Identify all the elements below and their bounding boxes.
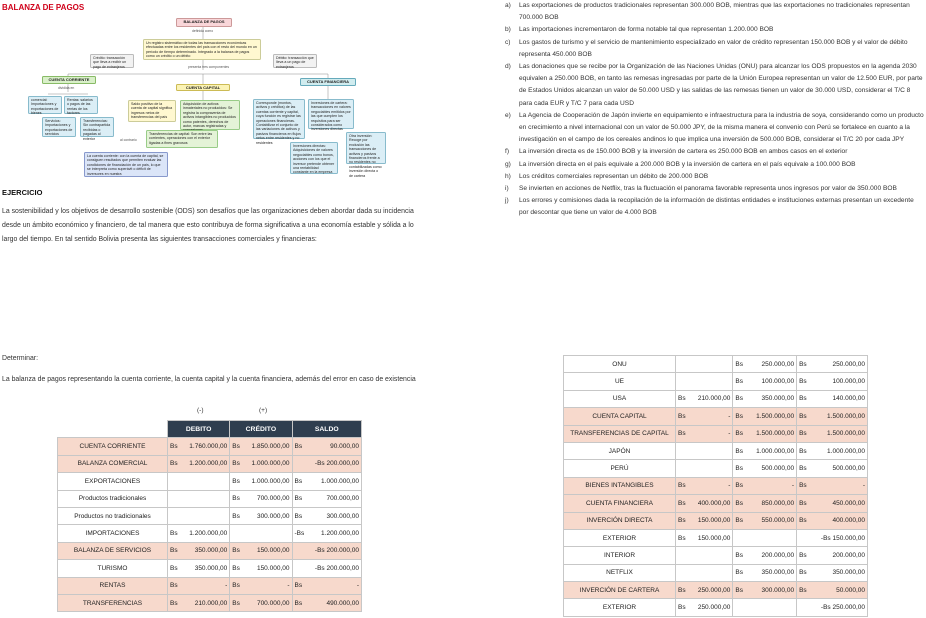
balance-currency: Bs [797, 582, 811, 599]
debit-currency [676, 356, 690, 373]
balance-currency: Bs [292, 490, 306, 507]
table-row [564, 477, 868, 494]
table-row [564, 408, 868, 425]
credit-value: 550.000,00 [747, 512, 797, 529]
table-row [58, 577, 362, 594]
balance-currency: Bs [797, 442, 811, 459]
row-name: TRANSFERENCIAS [58, 594, 168, 611]
balance-value: 700.000,00 [306, 490, 361, 507]
debit-currency: Bs [676, 408, 690, 425]
credit-currency: Bs [733, 390, 747, 407]
row-name: ONU [564, 356, 676, 373]
balance-value: - [811, 477, 868, 494]
row-name: TURISMO [58, 560, 168, 577]
map-comercial: comercial: Importaciones y exportaciones de bienes [28, 96, 62, 114]
row-name: TRANSFERENCIAS DE CAPITAL [564, 425, 676, 442]
debit-currency [676, 547, 690, 564]
balance-currency [292, 455, 306, 472]
table-row [564, 495, 868, 512]
row-name: BALANZA COMERCIAL [58, 455, 168, 472]
debit-value: 350.000,00 [182, 542, 230, 559]
debit-currency: Bs [168, 594, 182, 611]
credit-currency [733, 529, 747, 546]
table-row [564, 390, 868, 407]
row-name: BIENES INTANGIBLES [564, 477, 676, 494]
table-row [564, 582, 868, 599]
transaction-text: Las exportaciones de productos tradicionales representan 300.000 BOB, mientras que las exportaciones no tradicionales representan 700.000 BOB [519, 2, 910, 22]
row-name: EXPORTACIONES [58, 473, 168, 490]
debit-value [182, 490, 230, 507]
table-row [58, 525, 362, 542]
transaction-letter: a) [505, 2, 511, 9]
debit-value: 1.200.000,00 [182, 455, 230, 472]
page-title: BALANZA DE PAGOS [2, 3, 85, 12]
row-name: PERÚ [564, 460, 676, 477]
table-row [58, 473, 362, 490]
credit-value: 1.500.000,00 [747, 425, 797, 442]
row-name: Productos no tradicionales [58, 507, 168, 524]
balance-value: 90.000,00 [306, 438, 361, 455]
credit-currency [733, 599, 747, 616]
debit-currency: Bs [676, 529, 690, 546]
credit-currency: Bs [733, 442, 747, 459]
debit-value: - [690, 408, 733, 425]
transactions-list [505, 0, 925, 220]
table-row [58, 490, 362, 507]
row-name: NETFLIX [564, 564, 676, 581]
exercise-intro: La sostenibilidad y los objetivos de desarrollo sostenible (ODS) son desafíos que las organizaciones deben abordar dada su incidencia desde un ámbito económico y financiero, de tal manera que esto contribuya de forma significativa a una economía estable y sólida a lo largo del tiempo. En tal sentido Bolivia presenta las siguientes transacciones comerciales y financieras: [2, 208, 414, 243]
credit-currency [230, 525, 244, 542]
row-name: IMPORTACIONES [58, 525, 168, 542]
debit-value [182, 473, 230, 490]
credit-value: - [244, 577, 292, 594]
map-cap-a: Saldo positivo de la cuenta de capital significa ingresos netos de transferencias del país [128, 100, 176, 122]
balance-currency [292, 542, 306, 559]
credit-value: - [747, 477, 797, 494]
map-fin-a: Corresponde (montos, activos y créditos) de las cuentas corriente y capital, cuya función es registrar las operaciones financieras. Contabilizar el conjunto de las variaciones de activos y pasivos financieros en flujos netos entre residentes y no residentes [253, 99, 305, 139]
debit-currency [168, 490, 182, 507]
row-name: CUENTA CORRIENTE [58, 438, 168, 455]
credit-currency: Bs [230, 507, 244, 524]
credit-value: 250.000,00 [747, 356, 797, 373]
credit-currency: Bs [733, 425, 747, 442]
concept-map [28, 14, 388, 184]
balance-currency [292, 560, 306, 577]
credit-value: 1.000.000,00 [747, 442, 797, 459]
transaction-letter: j) [505, 197, 509, 205]
debit-value [690, 356, 733, 373]
balance-currency: Bs [797, 512, 811, 529]
map-label-definida: definida como [192, 29, 214, 33]
credit-value [747, 599, 797, 616]
debit-currency: Bs [168, 542, 182, 559]
balance-currency: Bs [797, 373, 811, 390]
header-saldo: SALDO [292, 421, 362, 438]
table-row [564, 547, 868, 564]
debit-currency [168, 507, 182, 524]
debit-value: 1.200.000,00 [182, 525, 230, 542]
row-name: Productos tradicionales [58, 490, 168, 507]
table-row [564, 512, 868, 529]
debit-currency [676, 442, 690, 459]
transaction-item [505, 110, 925, 147]
debit-currency: Bs [676, 425, 690, 442]
debit-value: 210.000,00 [690, 390, 733, 407]
credit-currency: Bs [733, 512, 747, 529]
header-debito: DEBITO [168, 421, 230, 438]
exercise-title: EJERCICIO [2, 188, 43, 197]
debit-value: 400.000,00 [690, 495, 733, 512]
map-cuenta-corriente: CUENTA CORRIENTE [42, 76, 96, 84]
credit-currency: Bs [230, 490, 244, 507]
transaction-text: Los gastos de turismo y el servicio de mantenimiento especializado en valor de crédito representan 150.000 BOB y el valor de débito representa 450.000 BOB [519, 38, 908, 58]
credit-value: 150.000,00 [244, 560, 292, 577]
debit-currency: Bs [168, 577, 182, 594]
row-name: EXTERIOR [564, 529, 676, 546]
balance-value: 200.000,00 [811, 547, 868, 564]
map-label-presenta: presenta tres componentes [188, 65, 230, 69]
balance-value: 1.200.000,00 [306, 525, 361, 542]
debit-value [690, 547, 733, 564]
credit-value: 1.000.000,00 [244, 473, 292, 490]
credit-value [244, 525, 292, 542]
map-debito: Débito: transacción que lleva a un pago de extranjeros [273, 54, 317, 68]
balance-value: 1.000.000,00 [306, 473, 361, 490]
transaction-letter: e) [505, 111, 511, 119]
row-name: INVERCIÓN DE CARTERA [564, 582, 676, 599]
debit-value [690, 564, 733, 581]
transaction-text: La inversión directa en el país equivale a 200.000 BOB y la inversión de cartera en el país equivale a 100.000 BOB [519, 160, 856, 168]
debit-value [690, 442, 733, 459]
balance-value: 1.500.000,00 [811, 408, 868, 425]
map-fin-b: Inversiones de cartera: transacciones en valores negociables emitidos por las que cumplen los requisitos para ser considerados como inversiones directas [308, 99, 354, 129]
debit-value: - [690, 477, 733, 494]
map-label-dividida: dividida en [58, 86, 75, 90]
debit-currency: Bs [168, 560, 182, 577]
balance-value: 400.000,00 [811, 512, 868, 529]
map-credito: Crédito: transacción que lleva a recibir un pago de extranjeros [90, 54, 134, 68]
credit-value: 700.000,00 [244, 594, 292, 611]
row-name: INTERIOR [564, 547, 676, 564]
map-fin-c: Inversiones directas: Adquisiciones de valores negociables como bonos, acciones con los que el inversor pretende obtener una rentabilidad constante en la empresa [290, 142, 338, 174]
map-header: BALANZA DE PAGOS [176, 18, 232, 27]
credit-currency: Bs [733, 356, 747, 373]
balance-value: -Bs 200.000,00 [306, 542, 361, 559]
balance-currency: Bs [797, 495, 811, 512]
row-name: CUENTA CAPITAL [564, 408, 676, 425]
credit-currency: Bs [230, 594, 244, 611]
transaction-letter: d) [505, 63, 511, 71]
transaction-item [505, 37, 925, 61]
table-row [58, 507, 362, 524]
transaction-item [505, 24, 925, 36]
transaction-text: Las donaciones que se recibe por la Organización de las Naciones Unidas (ONU) para alcanzar los ODS propuestos en la agenda 2030 equivalen a 250.000 BOB, en tanto las remesas ingresadas por parte de la Unión Europea representan un valor de 12.500 EUR, por parte de Estados Unidos alcanzan un valor de 50.000 USD y las salidas de las remesas tienen un valor de 30.000 USD, considerar el T/C 8 para cada EUR y T/C 7 para cada USD [519, 63, 923, 107]
transaction-text: Los errores y comisiones dada la recopilación de la información de distintas entidades e instituciones externas presentan un excedente por descontar que tiene un valor de 4.000 BOB [519, 197, 914, 217]
credit-value: 850.000,00 [747, 495, 797, 512]
credit-currency: Bs [733, 477, 747, 494]
balance-value: 450.000,00 [811, 495, 868, 512]
table-row [564, 529, 868, 546]
balance-currency: Bs [797, 356, 811, 373]
credit-currency: Bs [733, 582, 747, 599]
table-row [564, 373, 868, 390]
debit-value: 210.000,00 [182, 594, 230, 611]
debit-currency: Bs [168, 455, 182, 472]
balance-currency: Bs [797, 408, 811, 425]
table-row [58, 542, 362, 559]
debit-value [690, 460, 733, 477]
credit-currency: Bs [230, 473, 244, 490]
debit-currency [168, 473, 182, 490]
debit-currency: Bs [676, 495, 690, 512]
transaction-text: Se invierten en acciones de Netflix, tras la fluctuación el panorama favorable representa unos ingresos por valor de 350.000 BOB [519, 185, 897, 193]
balance-currency: -Bs [292, 525, 306, 542]
map-definition: Un registro sistemático de todas las transacciones económicas efectuadas entre los residentes del país con el resto del mundo en un período de tiempo determinado. Integrado a la balanza de pagos como un crédito o un débito [143, 39, 261, 60]
credit-value: 350.000,00 [747, 390, 797, 407]
transaction-letter: i) [505, 185, 509, 193]
transaction-letter: f) [505, 148, 510, 156]
balance-value: 50.000,00 [811, 582, 868, 599]
debit-value: - [182, 577, 230, 594]
row-name: JAPÓN [564, 442, 676, 459]
balance-currency: Bs [292, 594, 306, 611]
transaction-item [505, 171, 925, 183]
map-label-al-contrario: al contrario [120, 138, 137, 142]
balance-value: 350.000,00 [811, 564, 868, 581]
debit-currency: Bs [676, 599, 690, 616]
balance-currency: Bs [292, 577, 306, 594]
transaction-letter: g) [505, 160, 511, 168]
credit-currency: Bs [230, 560, 244, 577]
debit-value: 350.000,00 [182, 560, 230, 577]
map-cc-note: La cuenta corriente: con la cuenta de capital, se consiguen resultados que permiten evaluar las condiciones de financiación de un país, lo que se interpreta como superávit o déficit de inversores en nuestra [84, 152, 168, 177]
row-name: INVERCIÓN DIRECTA [564, 512, 676, 529]
credit-currency: Bs [733, 495, 747, 512]
balance-value: - [306, 577, 361, 594]
transaction-letter: b) [505, 26, 511, 34]
table-row [564, 356, 868, 373]
row-name: BALANZA DE SERVICIOS [58, 542, 168, 559]
credit-value: 300.000,00 [747, 582, 797, 599]
map-rentas: Rentas: salarios o pagos de las rentas de los factores [64, 96, 98, 114]
sign-debit: (-) [197, 407, 204, 414]
balance-table-left [57, 420, 362, 612]
balance-value: 490.000,00 [306, 594, 361, 611]
credit-currency: Bs [733, 564, 747, 581]
table-row [564, 442, 868, 459]
sign-credit: (+) [259, 407, 268, 414]
credit-value: 200.000,00 [747, 547, 797, 564]
balance-value: 500.000,00 [811, 460, 868, 477]
credit-currency: Bs [733, 547, 747, 564]
balance-currency [797, 599, 811, 616]
row-name: USA [564, 390, 676, 407]
balance-currency: Bs [292, 438, 306, 455]
transaction-text: Las importaciones incrementaron de forma notable tal que representan 1.200.000 BOB [519, 26, 774, 34]
balance-value: 250.000,00 [811, 356, 868, 373]
table-row [58, 560, 362, 577]
credit-currency: Bs [230, 455, 244, 472]
balance-currency: Bs [292, 473, 306, 490]
table-row [58, 455, 362, 472]
transaction-item [505, 159, 925, 171]
debit-currency: Bs [676, 582, 690, 599]
debit-value: 250.000,00 [690, 599, 733, 616]
debit-value: 1.760.000,00 [182, 438, 230, 455]
credit-value: 150.000,00 [244, 542, 292, 559]
transaction-item [505, 0, 925, 24]
debit-currency: Bs [676, 390, 690, 407]
debit-value: 250.000,00 [690, 582, 733, 599]
balance-currency: Bs [797, 460, 811, 477]
transaction-item [505, 61, 925, 110]
table-row [564, 599, 868, 616]
map-cuenta-capital: CUENTA CAPITAL [176, 84, 230, 91]
row-name: RENTAS [58, 577, 168, 594]
credit-currency: Bs [733, 408, 747, 425]
balance-currency: Bs [292, 507, 306, 524]
map-transferencias: Transferencias: Sin contrapartida recibidas o pagadas al exterior [80, 117, 114, 137]
credit-currency: Bs [733, 460, 747, 477]
balance-currency: Bs [797, 564, 811, 581]
balance-currency: Bs [797, 390, 811, 407]
table-row [564, 460, 868, 477]
map-cap-b: Adquisición de activos inmateriales no producidos: Se registra la compraventa de activos intangibles no producidos como patentes, derechos de autor, marcas registradas y [180, 100, 240, 130]
balance-value: 100.000,00 [811, 373, 868, 390]
debit-value [182, 507, 230, 524]
balance-currency: Bs [797, 477, 811, 494]
row-name: UE [564, 373, 676, 390]
credit-value: 1.000.000,00 [244, 455, 292, 472]
debit-currency [676, 373, 690, 390]
map-cuenta-financiera: CUENTA FINANCIERA [300, 78, 356, 86]
debit-value: 150.000,00 [690, 512, 733, 529]
credit-currency: Bs [230, 438, 244, 455]
credit-currency: Bs [230, 542, 244, 559]
table-row [564, 425, 868, 442]
credit-value: 350.000,00 [747, 564, 797, 581]
map-cap-c: Transferencias de capital: Son entre las corrientes, operaciones con el exterior ligadas a fines gravosos [146, 130, 218, 148]
balance-value: -Bs 150.000,00 [811, 529, 868, 546]
balance-value: -Bs 200.000,00 [306, 560, 361, 577]
balance-currency: Bs [797, 425, 811, 442]
credit-value: 300.000,00 [244, 507, 292, 524]
balance-value: 1.500.000,00 [811, 425, 868, 442]
balance-table-right [563, 355, 868, 617]
credit-currency: Bs [733, 373, 747, 390]
balance-value: -Bs 200.000,00 [306, 455, 361, 472]
balance-currency: Bs [797, 547, 811, 564]
debit-currency [676, 564, 690, 581]
debit-currency: Bs [168, 525, 182, 542]
transaction-text: La Agencia de Cooperación de Japón invierte en equipamiento e infraestructura para la industria de soya, considerando como un producto en crecimiento a nivel internacional con un valor de 50.000 JPY, de la misma manera el convenio con Perú se fortalece en cuanto a la investigación en el campo de los cereales andinos lo que implica una inversión de 500.000 BOB, considerar el T/C 20 por cada JPY [519, 111, 924, 144]
balance-value: -Bs 250.000,00 [811, 599, 868, 616]
credit-value: 1.850.000,00 [244, 438, 292, 455]
map-fin-d: Otra inversión: Recoge por exclusión las transacciones de activos y pasivos financieros frente a no residentes no contabilizadas como inversión directa o de cartera [346, 132, 386, 164]
transaction-text: Los créditos comerciales representan un débito de 200.000 BOB [519, 172, 709, 180]
transaction-letter: h) [505, 172, 511, 180]
credit-value: 1.500.000,00 [747, 408, 797, 425]
credit-value [747, 529, 797, 546]
table-row [58, 594, 362, 611]
balance-value: 140.000,00 [811, 390, 868, 407]
debit-currency: Bs [676, 512, 690, 529]
credit-value: 700.000,00 [244, 490, 292, 507]
balance-value: 1.000.000,00 [811, 442, 868, 459]
row-name: EXTERIOR [564, 599, 676, 616]
debit-value: 150.000,00 [690, 529, 733, 546]
debit-currency: Bs [676, 477, 690, 494]
transaction-letter: c) [505, 38, 511, 46]
credit-value: 100.000,00 [747, 373, 797, 390]
debit-currency: Bs [168, 438, 182, 455]
transaction-text: La inversión directa es de 150.000 BOB y la inversión de cartera es 250.000 BOB en ambos casos en el exterior [519, 148, 848, 156]
credit-currency: Bs [230, 577, 244, 594]
transaction-item [505, 195, 925, 219]
balance-currency [797, 529, 811, 546]
transaction-item [505, 183, 925, 195]
balance-value: 300.000,00 [306, 507, 361, 524]
credit-value: 500.000,00 [747, 460, 797, 477]
task-text: La balanza de pagos representando la cuenta corriente, la cuenta capital y la cuenta financiera, además del error en caso de existencia [2, 376, 416, 383]
map-servicios: Servicios: Importaciones y exportaciones de servicios [42, 117, 76, 137]
table-row [58, 438, 362, 455]
table-row [564, 564, 868, 581]
debit-value [690, 373, 733, 390]
transaction-item [505, 146, 925, 158]
row-name: CUENTA FINANCIERA [564, 495, 676, 512]
determinar-label: Determinar: [2, 355, 38, 362]
debit-value: - [690, 425, 733, 442]
header-credito: CRÉDITO [230, 421, 292, 438]
debit-currency [676, 460, 690, 477]
